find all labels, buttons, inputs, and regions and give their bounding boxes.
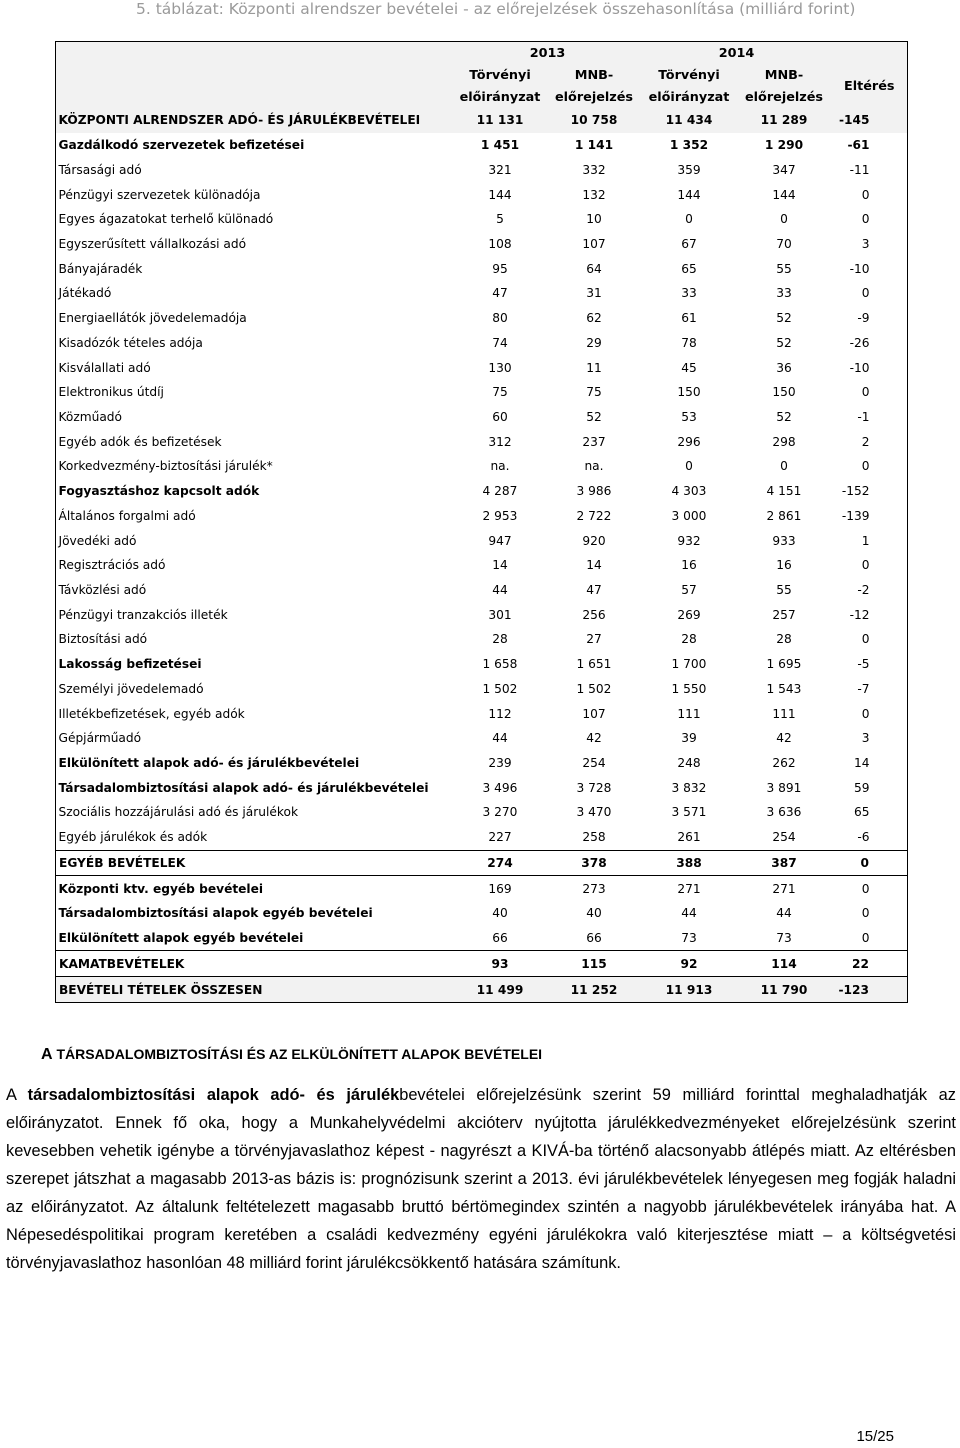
col-header-line2: előrejelzés [737,86,832,108]
value-cell: 1 502 [482,681,518,696]
table-row [56,926,908,951]
row-label: Biztosítási adó [58,632,148,647]
value-cell: 65 [681,261,697,276]
row-label: Jövedéki adó [58,533,137,548]
difference-cell: -2 [857,583,870,598]
row-label: Egyéb járulékok és adók [58,830,208,845]
table-row [56,850,908,876]
difference-cell: 0 [832,850,908,876]
difference-cell: -6 [857,830,870,845]
row-label: Elkülönített alapok adó- és járulékbevételei [58,756,360,771]
value-cell: 60 [492,409,508,424]
year-header-2013: 2013 [454,42,642,65]
value-cell: 70 [776,236,792,251]
value-cell: 144 [488,187,512,202]
value-cell: 2 722 [576,508,612,523]
col-header-difference: Eltérés [832,64,908,108]
value-cell: 3 986 [576,484,612,499]
table-row [56,108,908,133]
section-title [41,1046,542,1064]
difference-cell: -9 [857,311,870,326]
value-cell: 14 [586,558,602,573]
page-title: 5. táblázat: Központi alrendszer bevételei - az előrejelzések összehasonlítása (milliárd forint) [136,0,856,18]
value-cell: 95 [492,261,508,276]
row-label: Pénzügyi tranzakciós illeték [58,607,228,622]
body-paragraph [6,1081,956,1277]
row-label: Bányajáradék [58,261,143,276]
value-cell: 115 [547,951,642,977]
table-header [56,42,908,109]
table-row [56,182,908,207]
header-blank [56,42,454,65]
table-row [56,504,908,529]
value-cell: 1 543 [766,681,802,696]
value-cell: 271 [677,881,701,896]
row-label: Általános forgalmi adó [58,508,196,523]
value-cell: 169 [488,881,512,896]
value-cell: 3 636 [766,805,802,820]
value-cell: 301 [488,607,512,622]
value-cell: 3 571 [671,805,707,820]
row-label: Fogyasztáshoz kapcsolt adók [58,484,260,499]
value-cell: 111 [677,706,701,721]
difference-cell: 0 [861,212,870,227]
value-cell: 57 [681,583,697,598]
value-cell: 1 290 [764,138,804,153]
value-cell: 920 [582,533,606,548]
table-row [56,825,908,850]
value-cell: 274 [454,850,547,876]
value-cell: 269 [677,607,701,622]
table-row [56,751,908,776]
value-cell: 227 [488,830,512,845]
difference-cell: 0 [861,385,870,400]
value-cell: 0 [780,212,788,227]
value-cell: 1 451 [480,138,520,153]
row-label: Kisadózók tételes adója [58,335,203,350]
difference-cell: -1 [857,409,870,424]
difference-cell: -7 [857,681,870,696]
table-row [56,281,908,306]
difference-cell: -12 [849,607,870,622]
table-row [56,800,908,825]
value-cell: 55 [776,583,792,598]
value-cell: 42 [776,731,792,746]
row-label: Korkedvezmény-biztosítási járulék* [58,459,273,474]
table-row [56,726,908,751]
header-blank [832,42,908,65]
table-row [56,528,908,553]
value-cell: 11 499 [454,977,547,1003]
value-cell: 11 434 [642,108,737,133]
row-label: Társadalombiztosítási alapok adó- és járulékbevételei [58,780,429,795]
value-cell: 237 [582,434,606,449]
col-header-line2: előirányzat [454,86,547,108]
table-row [56,602,908,627]
difference-cell: 0 [861,187,870,202]
value-cell: 4 151 [766,484,802,499]
table-row [56,232,908,257]
value-cell: 11 289 [737,108,832,133]
value-cell: 62 [586,311,602,326]
value-cell: 0 [685,212,693,227]
difference-cell: 0 [861,881,870,896]
value-cell: 0 [685,459,693,474]
row-label: KÖZPONTI ALRENDSZER ADÓ- ÉS JÁRULÉKBEVÉTELEI [56,108,454,133]
value-cell: 298 [772,434,796,449]
value-cell: 44 [681,906,697,921]
value-cell: 40 [492,906,508,921]
difference-cell: 2 [861,434,870,449]
value-cell: 3 270 [482,805,518,820]
paragraph-bold: társadalombiztosítási alapok adó- és járulék [27,1086,400,1104]
value-cell: 44 [492,731,508,746]
value-cell: 47 [586,583,602,598]
table-row [56,627,908,652]
table-row [56,677,908,702]
table-row [56,553,908,578]
value-cell: 107 [582,706,606,721]
value-cell: 271 [772,881,796,896]
value-cell: 273 [582,881,606,896]
value-cell: 10 [586,212,602,227]
value-cell: 2 953 [482,508,518,523]
value-cell: 44 [492,583,508,598]
row-label: EGYÉB BEVÉTELEK [56,850,454,876]
value-cell: 52 [586,409,602,424]
value-cell: 933 [772,533,796,548]
value-cell: 55 [776,261,792,276]
difference-cell: 0 [861,558,870,573]
value-cell: 130 [488,360,512,375]
value-cell: 16 [681,558,697,573]
value-cell: 1 502 [576,681,612,696]
table-row [56,380,908,405]
table-row [56,479,908,504]
table-row [56,306,908,331]
difference-cell: 3 [861,236,870,251]
value-cell: 40 [586,906,602,921]
value-cell: 112 [488,706,512,721]
value-cell: 3 728 [576,780,612,795]
table-row [56,157,908,182]
difference-cell: 0 [861,931,870,946]
difference-cell: -5 [857,657,870,672]
col-header-line1: Törvényi [454,64,547,86]
value-cell: 150 [772,385,796,400]
table-row [56,133,908,158]
col-header-line2: előirányzat [642,86,737,108]
value-cell: 312 [488,434,512,449]
row-label: Elektronikus útdíj [58,385,164,400]
value-cell: 11 [586,360,602,375]
value-cell: 45 [681,360,697,375]
value-cell: 66 [492,931,508,946]
value-cell: 1 700 [671,657,707,672]
difference-cell: 65 [853,805,870,820]
value-cell: 347 [772,162,796,177]
row-label: Elkülönített alapok egyéb bevételei [58,931,304,946]
table-row [56,775,908,800]
value-cell: 388 [642,850,737,876]
row-label: Regisztrációs adó [58,558,166,573]
value-cell: 5 [496,212,504,227]
value-cell: 28 [492,632,508,647]
value-cell: 64 [586,261,602,276]
difference-cell: -10 [849,261,870,276]
revenue-table-wrapper [55,41,907,1003]
value-cell: 108 [488,236,512,251]
value-cell: 0 [780,459,788,474]
row-label: Egyszerűsített vállalkozási adó [58,236,247,251]
row-label: Játékadó [58,286,112,301]
value-cell: 10 758 [547,108,642,133]
row-label: Közműadó [58,409,122,424]
value-cell: 144 [677,187,701,202]
table-body [56,108,908,1002]
value-cell: 73 [681,931,697,946]
value-cell: 28 [681,632,697,647]
value-cell: 27 [586,632,602,647]
col-header-line1: MNB- [547,64,642,86]
table-row [56,652,908,677]
value-cell: 73 [776,931,792,946]
value-cell: 33 [776,286,792,301]
value-cell: 378 [547,850,642,876]
table-row [56,355,908,380]
difference-cell: 1 [861,533,870,548]
value-cell: 66 [586,931,602,946]
row-label: BEVÉTELI TÉTELEK ÖSSZESEN [56,977,454,1003]
row-label: Távközlési adó [58,583,147,598]
value-cell: 1 550 [671,681,707,696]
value-cell: 144 [772,187,796,202]
value-cell: 11 913 [642,977,737,1003]
difference-cell: 0 [861,906,870,921]
section-title-text: TÁRSADALOMBIZTOSÍTÁSI ÉS AZ ELKÜLÖNÍTETT ALAPOK BEVÉTELEI [56,1046,543,1062]
value-cell: 29 [586,335,602,350]
value-cell: 44 [776,906,792,921]
value-cell: 1 352 [669,138,709,153]
table-row [56,429,908,454]
value-cell: 114 [737,951,832,977]
year-header-2014: 2014 [642,42,832,65]
row-label: Egyéb adók és befizetések [58,434,222,449]
difference-cell: -11 [849,162,870,177]
difference-cell: -139 [841,508,870,523]
value-cell: 52 [776,409,792,424]
difference-cell: 14 [853,756,870,771]
table-row [56,901,908,926]
value-cell: 296 [677,434,701,449]
row-label: Lakosság befizetései [58,657,202,672]
value-cell: 1 695 [766,657,802,672]
row-label: KAMATBEVÉTELEK [56,951,454,977]
value-cell: 80 [492,311,508,326]
value-cell: 3 496 [482,780,518,795]
value-cell: 359 [677,162,701,177]
value-cell: 947 [488,533,512,548]
value-cell: 53 [681,409,697,424]
paragraph-lead: A [6,1086,28,1104]
value-cell: 67 [681,236,697,251]
value-cell: 28 [776,632,792,647]
difference-cell: -61 [847,138,870,153]
value-cell: 16 [776,558,792,573]
difference-cell: -123 [832,977,908,1003]
value-cell: 1 658 [482,657,518,672]
value-cell: na. [584,459,604,474]
value-cell: na. [490,459,510,474]
row-label: Társasági adó [58,162,142,177]
row-label: Illetékbefizetések, egyéb adók [58,706,245,721]
revenue-table [55,41,908,1003]
table-row [56,405,908,430]
value-cell: 39 [681,731,697,746]
value-cell: 11 252 [547,977,642,1003]
col-header-line1: Törvényi [642,64,737,86]
value-cell: 387 [737,850,832,876]
table-row [56,578,908,603]
difference-cell: 0 [861,632,870,647]
row-label: Társadalombiztosítási alapok egyéb bevételei [58,906,373,921]
value-cell: 61 [681,311,697,326]
value-cell: 31 [586,286,602,301]
difference-cell: -145 [832,108,908,133]
value-cell: 1 141 [574,138,614,153]
value-cell: 132 [582,187,606,202]
value-cell: 47 [492,286,508,301]
value-cell: 75 [492,385,508,400]
row-label: Személyi jövedelemadó [58,681,204,696]
difference-cell: -10 [849,360,870,375]
row-label: Pénzügyi szervezetek különadója [58,187,261,202]
value-cell: 52 [776,335,792,350]
row-label: Szociális hozzájárulási adó és járulékok [58,805,299,820]
difference-cell: 3 [861,731,870,746]
row-label: Gépjárműadó [58,731,142,746]
value-cell: 74 [492,335,508,350]
value-cell: 4 303 [671,484,707,499]
value-cell: 261 [677,830,701,845]
header-blank [56,64,454,86]
table-row [56,701,908,726]
value-cell: 3 000 [671,508,707,523]
col-header-line1: MNB- [737,64,832,86]
value-cell: 36 [776,360,792,375]
difference-cell: -152 [841,484,870,499]
value-cell: 42 [586,731,602,746]
value-cell: 14 [492,558,508,573]
section-title-initial: A [41,1046,53,1063]
value-cell: 332 [582,162,606,177]
value-cell: 3 470 [576,805,612,820]
value-cell: 248 [677,756,701,771]
table-row [56,454,908,479]
value-cell: 2 861 [766,508,802,523]
value-cell: 254 [582,756,606,771]
value-cell: 254 [772,830,796,845]
value-cell: 1 651 [576,657,612,672]
value-cell: 932 [677,533,701,548]
value-cell: 111 [772,706,796,721]
row-label: Egyes ágazatokat terhelő különadó [58,212,274,227]
col-header-line2: előrejelzés [547,86,642,108]
table-row [56,951,908,977]
value-cell: 239 [488,756,512,771]
value-cell: 52 [776,311,792,326]
value-cell: 256 [582,607,606,622]
value-cell: 11 131 [454,108,547,133]
difference-cell: 0 [861,706,870,721]
value-cell: 257 [772,607,796,622]
value-cell: 11 790 [737,977,832,1003]
value-cell: 107 [582,236,606,251]
paragraph-text: bevételei előrejelzésünk szerint 59 milliárd forinttal meghaladhatják az előirányzatot. Ennek fő oka, hogy a Munkahelyvédelmi akcióterv nyújtotta járulékkedvezményeket előrejelzésünk szerint kevesebben vehetik igénybe a törvényjavaslathoz képest - nagyrészt a KIVÁ-ba történő alacsonyabb átlépés miatt. Az eltérésben szerepet játszhat a magasabb 2013-as bázis is: prognózisunk szerint a 2013. évi járulékbevételek lényegesen meg fogják haladni az előirányzatot. Az általunk feltételezett magasabb bruttó bértömegindex szintén a nagyobb járulékbevételek irányába hat. A Népesedéspolitikai program keretében a családi kedvezmény egyéni járulékokra való kiterjesztése miatt – a költségvetési törvényjavaslathoz hasonlóan 48 milliárd forint járulékcsökkentő hatására számítunk. [6,1086,956,1272]
page-number: 15/25 [856,1428,894,1445]
value-cell: 93 [454,951,547,977]
difference-cell: -26 [849,335,870,350]
row-label: Központi ktv. egyéb bevételei [58,881,264,896]
table-row [56,876,908,901]
value-cell: 3 832 [671,780,707,795]
value-cell: 258 [582,830,606,845]
table-row [56,330,908,355]
value-cell: 150 [677,385,701,400]
difference-cell: 0 [861,286,870,301]
value-cell: 3 891 [766,780,802,795]
difference-cell: 22 [832,951,908,977]
row-label: Energiaellátók jövedelemadója [58,311,247,326]
value-cell: 262 [772,756,796,771]
row-label: Kisválallati adó [58,360,151,375]
difference-cell: 0 [861,459,870,474]
value-cell: 78 [681,335,697,350]
difference-cell: 59 [853,780,870,795]
value-cell: 33 [681,286,697,301]
value-cell: 92 [642,951,737,977]
table-row [56,207,908,232]
table-row [56,977,908,1003]
table-row [56,256,908,281]
row-label: Gazdálkodó szervezetek befizetései [58,138,305,153]
value-cell: 321 [488,162,512,177]
header-blank [56,86,454,108]
value-cell: 75 [586,385,602,400]
value-cell: 4 287 [482,484,518,499]
